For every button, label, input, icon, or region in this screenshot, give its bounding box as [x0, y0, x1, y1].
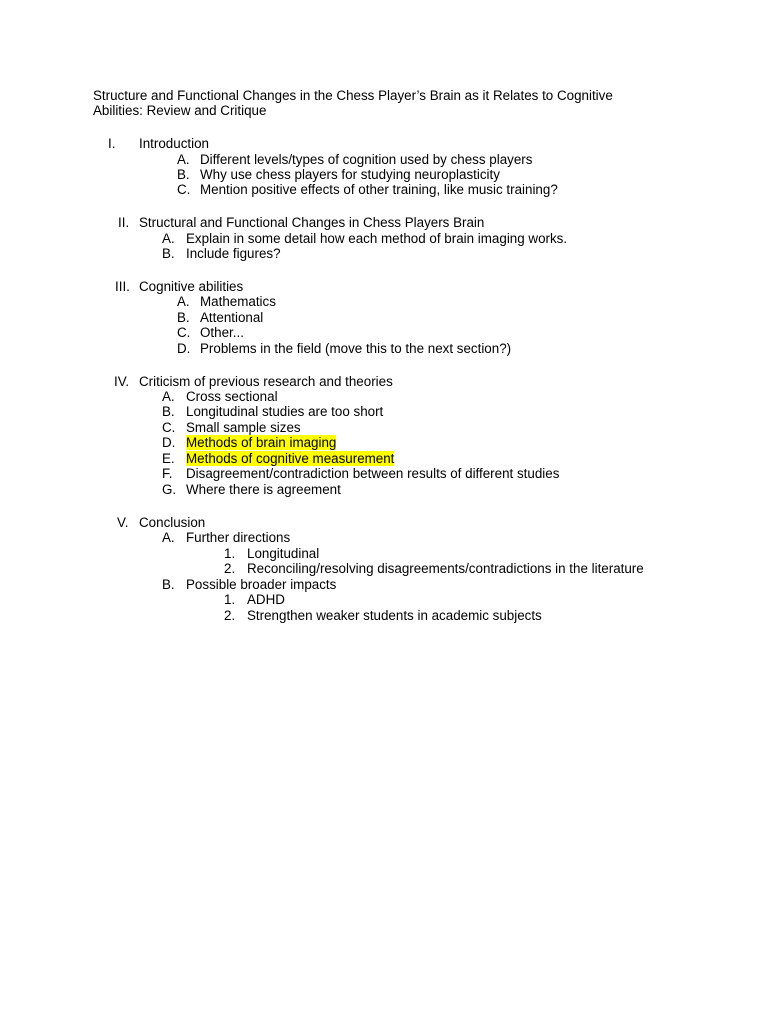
section-heading-conclusion: Conclusion [139, 515, 206, 530]
text-highlight: Methods of cognitive measurement [186, 451, 395, 466]
item-label: A. [162, 530, 175, 545]
item-label: B. [162, 404, 175, 419]
outline-subitem: Strengthen weaker students in academic subjects [247, 608, 542, 623]
section-heading-cognitive-abilities: Cognitive abilities [139, 279, 244, 294]
subitem-label: 2. [224, 561, 236, 576]
section-numeral: IV. [114, 374, 130, 389]
section-heading-introduction: Introduction [139, 136, 209, 151]
item-label: B. [162, 246, 175, 261]
outline-item: Why use chess players for studying neuroplasticity [200, 167, 500, 182]
section-heading-structural-changes: Structural and Functional Changes in Chess Players Brain [139, 215, 485, 230]
outline-item-highlighted [186, 435, 336, 451]
section-heading-criticism: Criticism of previous research and theories [139, 374, 393, 389]
outline-item: Possible broader impacts [186, 577, 337, 592]
outline-subitem: Reconciling/resolving disagreements/contradictions in the literature [247, 561, 644, 576]
item-label: B. [162, 577, 175, 592]
outline-item: Further directions [186, 530, 291, 545]
item-label: D. [162, 435, 176, 450]
item-label: C. [162, 420, 176, 435]
item-label: E. [162, 451, 175, 466]
outline-item: Other... [200, 325, 244, 340]
item-label: D. [177, 341, 191, 356]
subitem-label: 1. [224, 592, 236, 607]
item-label: B. [177, 310, 190, 325]
item-label: B. [177, 167, 190, 182]
outline-item: Include figures? [186, 246, 281, 261]
document-title-line-1: Structure and Functional Changes in the Chess Player’s Brain as it Relates to Cognitive [93, 88, 613, 103]
item-label: A. [177, 294, 190, 309]
section-numeral: I. [108, 136, 116, 151]
subitem-label: 1. [224, 546, 236, 561]
item-label: F. [162, 466, 173, 481]
section-numeral: II. [118, 215, 130, 230]
item-label: A. [162, 231, 175, 246]
outline-item: Cross sectional [186, 389, 278, 404]
outline-subitem: ADHD [247, 592, 285, 607]
outline-item: Mathematics [200, 294, 276, 309]
item-label: C. [177, 325, 191, 340]
outline-item: Different levels/types of cognition used by chess players [200, 152, 533, 167]
text-highlight: Methods of brain imaging [186, 435, 337, 450]
document-title-line-2: Abilities: Review and Critique [93, 103, 267, 118]
outline-item: Mention positive effects of other training, like music training? [200, 182, 558, 197]
item-label: G. [162, 482, 177, 497]
section-numeral: V. [117, 515, 129, 530]
subitem-label: 2. [224, 608, 236, 623]
outline-item: Problems in the field (move this to the next section?) [200, 341, 512, 356]
section-numeral: III. [115, 279, 130, 294]
item-label: C. [177, 182, 191, 197]
outline-item: Where there is agreement [186, 482, 341, 497]
outline-item: Small sample sizes [186, 420, 301, 435]
outline-item: Disagreement/contradiction between results of different studies [186, 466, 560, 481]
outline-item: Longitudinal studies are too short [186, 404, 384, 419]
outline-item: Explain in some detail how each method of brain imaging works. [186, 231, 568, 246]
outline-item: Attentional [200, 310, 264, 325]
item-label: A. [177, 152, 190, 167]
outline-subitem: Longitudinal [247, 546, 320, 561]
outline-item-highlighted [186, 451, 394, 467]
item-label: A. [162, 389, 175, 404]
